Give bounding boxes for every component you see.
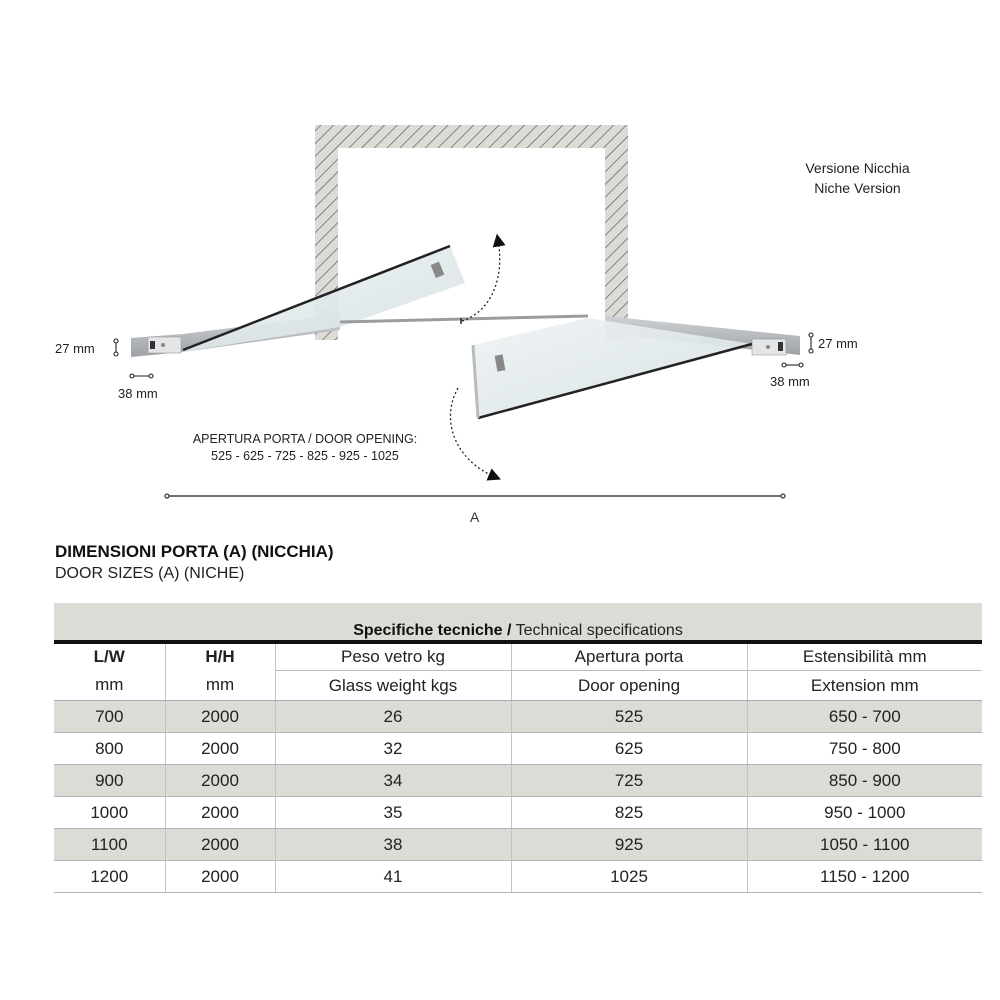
- right-profile-width-label: 38 mm: [770, 374, 810, 389]
- cell-glass-weight: 26: [275, 701, 511, 733]
- cell-door-opening: 525: [511, 701, 747, 733]
- cell-lw: 900: [54, 765, 165, 797]
- swing-arrow-inward: [462, 240, 500, 321]
- version-english: Niche Version: [814, 180, 901, 196]
- cell-extension: 1050 - 1100: [747, 829, 982, 861]
- header-glass-weight-it: Peso vetro kg: [275, 642, 511, 671]
- section-subtitle: DOOR SIZES (A) (NICHE): [55, 565, 245, 582]
- left-profile-height-label: 27 mm: [55, 341, 95, 356]
- table-row: [54, 701, 982, 733]
- spec-table: [54, 603, 982, 893]
- center-rail: [340, 316, 588, 322]
- cell-extension: 1150 - 1200: [747, 861, 982, 893]
- version-italian: Versione Nicchia: [805, 160, 910, 176]
- right-profile-height-label: 27 mm: [818, 336, 858, 351]
- cell-lw: 1200: [54, 861, 165, 893]
- header-extension-it: Estensibilità mm: [747, 642, 982, 671]
- header-row-2: [54, 671, 982, 701]
- header-hh-unit: mm: [165, 671, 275, 701]
- dimension-a-label: A: [470, 509, 480, 525]
- version-label: [770, 158, 945, 198]
- left-width-symbol: [130, 374, 153, 378]
- header-hh: H/H: [165, 642, 275, 671]
- cell-door-opening: 825: [511, 797, 747, 829]
- cell-door-opening: 725: [511, 765, 747, 797]
- cell-hh: 2000: [165, 861, 275, 893]
- cell-door-opening: 625: [511, 733, 747, 765]
- table-row: [54, 829, 982, 861]
- cell-lw: 1000: [54, 797, 165, 829]
- header-extension-en: Extension mm: [747, 671, 982, 701]
- cell-glass-weight: 34: [275, 765, 511, 797]
- right-width-symbol: [782, 363, 803, 367]
- cell-extension: 850 - 900: [747, 765, 982, 797]
- door-opening-values: 525 - 625 - 725 - 825 - 925 - 1025: [211, 449, 399, 463]
- banner-bold: Specifiche tecniche /: [353, 622, 512, 639]
- cell-glass-weight: 41: [275, 861, 511, 893]
- header-glass-weight-en: Glass weight kgs: [275, 671, 511, 701]
- table-banner: [54, 603, 982, 642]
- cell-hh: 2000: [165, 829, 275, 861]
- cell-lw: 700: [54, 701, 165, 733]
- cell-glass-weight: 38: [275, 829, 511, 861]
- cell-lw: 1100: [54, 829, 165, 861]
- cell-extension: 750 - 800: [747, 733, 982, 765]
- cell-hh: 2000: [165, 701, 275, 733]
- banner-regular: Technical specifications: [511, 622, 683, 639]
- header-lw: L/W: [54, 642, 165, 671]
- cell-glass-weight: 35: [275, 797, 511, 829]
- header-door-opening-it: Apertura porta: [511, 642, 747, 671]
- table-row: [54, 765, 982, 797]
- cell-extension: 950 - 1000: [747, 797, 982, 829]
- cell-hh: 2000: [165, 733, 275, 765]
- left-profile-width-label: 38 mm: [118, 386, 158, 401]
- table-banner-row: [54, 603, 982, 642]
- dimension-line-a: [165, 494, 785, 498]
- header-row-1: [54, 642, 982, 671]
- right-height-symbol: [809, 333, 813, 353]
- table-row: [54, 861, 982, 893]
- cell-door-opening: 925: [511, 829, 747, 861]
- door-opening-note: [160, 431, 450, 465]
- table-row: [54, 797, 982, 829]
- header-lw-unit: mm: [54, 671, 165, 701]
- cell-lw: 800: [54, 733, 165, 765]
- left-height-symbol: [114, 339, 118, 356]
- door-opening-label: APERTURA PORTA / DOOR OPENING:: [192, 432, 418, 446]
- cell-extension: 650 - 700: [747, 701, 982, 733]
- cell-hh: 2000: [165, 797, 275, 829]
- header-door-opening-en: Door opening: [511, 671, 747, 701]
- cell-door-opening: 1025: [511, 861, 747, 893]
- cell-glass-weight: 32: [275, 733, 511, 765]
- cell-hh: 2000: [165, 765, 275, 797]
- table-row: [54, 733, 982, 765]
- section-title: DIMENSIONI PORTA (A) (NICCHIA): [55, 542, 334, 561]
